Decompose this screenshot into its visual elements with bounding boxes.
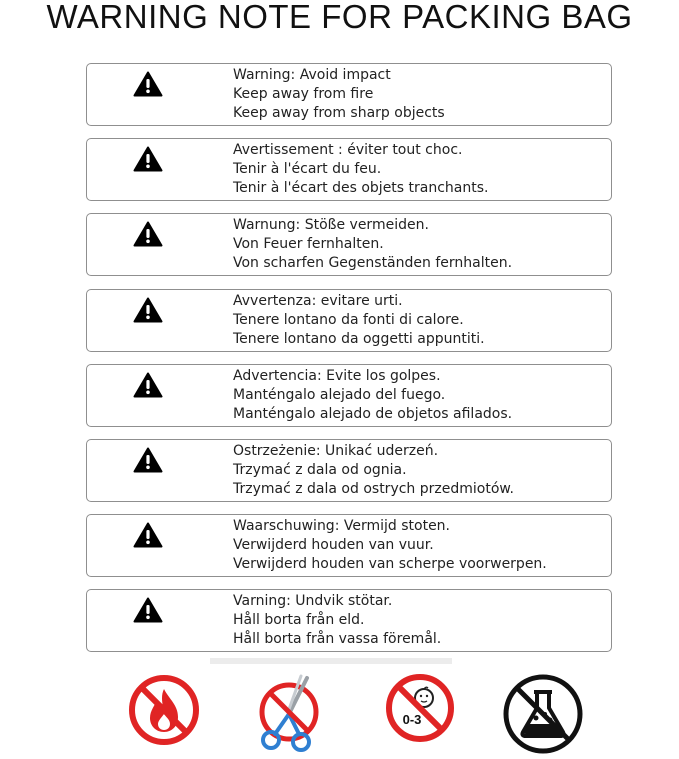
warning-line: Avertissement : éviter tout choc. [233, 142, 463, 158]
no-scissors-icon [257, 672, 321, 754]
warning-line: Keep away from fire [233, 86, 374, 102]
warning-box-french [86, 138, 612, 201]
warning-line: Håll borta från eld. [233, 612, 365, 628]
warning-line: Tenere lontano da fonti di calore. [233, 312, 464, 328]
warning-line: Verwijderd houden van scherpe voorwerpen. [233, 556, 547, 572]
warning-triangle-icon [133, 372, 163, 398]
warning-line: Tenir à l'écart des objets tranchants. [233, 180, 489, 196]
warning-triangle-icon [133, 522, 163, 548]
warning-box-swedish [86, 589, 612, 652]
warning-line: Håll borta från vassa föremål. [233, 631, 442, 647]
age-label: 0-3 [402, 712, 422, 727]
warning-triangle-icon [133, 447, 163, 473]
warning-line: Manténgalo alejado de objetos afilados. [233, 406, 513, 422]
warning-triangle-icon [133, 221, 163, 247]
warning-line: Trzymać z dala od ostrych przedmiotów. [233, 481, 514, 497]
warning-line: Waarschuwing: Vermijd stoten. [233, 518, 451, 534]
warning-box-english [86, 63, 612, 126]
warning-triangle-icon [133, 297, 163, 323]
warning-line: Trzymać z dala od ognia. [233, 462, 407, 478]
warning-line: Warnung: Stöße vermeiden. [233, 217, 429, 233]
page-title: WARNING NOTE FOR PACKING BAG [46, 0, 633, 35]
warning-box-dutch [86, 514, 612, 577]
warning-triangle-icon [133, 71, 163, 97]
warning-line: Tenere lontano da oggetti appuntiti. [233, 331, 485, 347]
warning-box-polish [86, 439, 612, 502]
warning-line: Advertencia: Evite los golpes. [233, 368, 441, 384]
no-fire-icon [126, 672, 202, 748]
warning-line: Warning: Avoid impact [233, 67, 391, 83]
warning-triangle-icon [133, 146, 163, 172]
no-chemicals-icon [501, 672, 585, 756]
warning-line: Avvertenza: evitare urti. [233, 293, 403, 309]
not-for-children-0-3-icon [384, 672, 456, 744]
warning-box-spanish [86, 364, 612, 427]
warning-box-italian [86, 289, 612, 352]
warning-box-german [86, 213, 612, 276]
warning-line: Ostrzeżenie: Unikać uderzeń. [233, 443, 439, 459]
warning-line: Keep away from sharp objects [233, 105, 445, 121]
warning-line: Tenir à l'écart du feu. [233, 161, 382, 177]
warning-triangle-icon [133, 597, 163, 623]
shadow-strip [210, 658, 452, 664]
warning-line: Verwijderd houden van vuur. [233, 537, 434, 553]
warning-line: Varning: Undvik stötar. [233, 593, 393, 609]
warning-line: Von scharfen Gegenständen fernhalten. [233, 255, 513, 271]
warning-line: Manténgalo alejado del fuego. [233, 387, 446, 403]
warning-line: Von Feuer fernhalten. [233, 236, 384, 252]
